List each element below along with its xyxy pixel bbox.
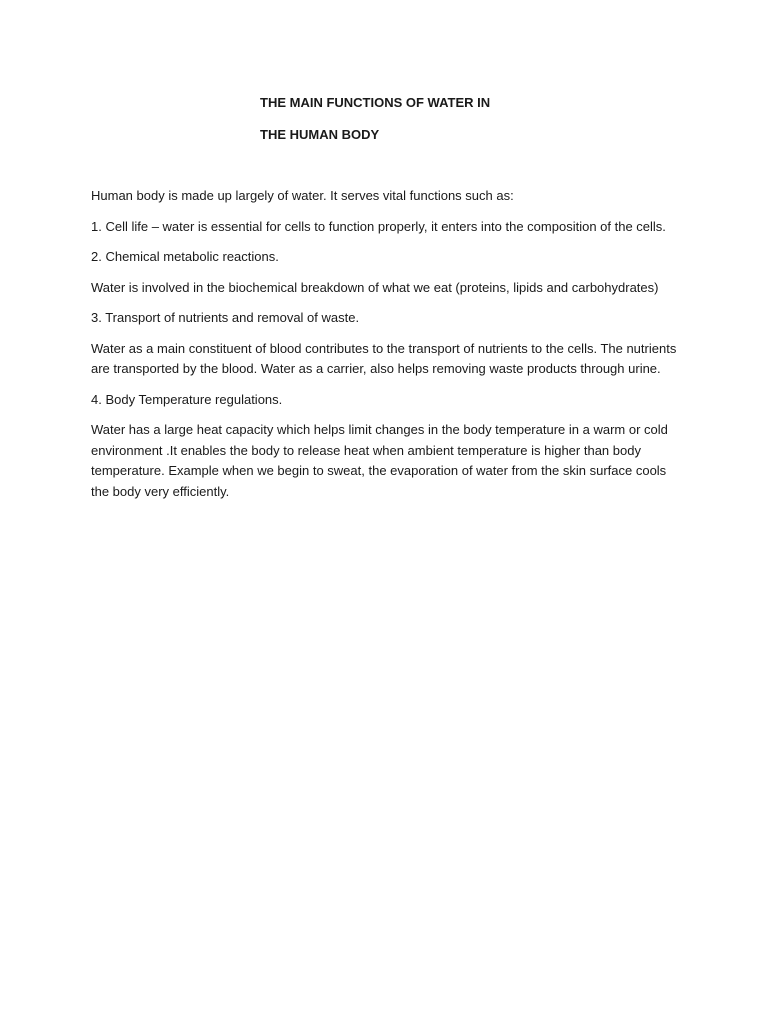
paragraph-chemical-reactions: Water is involved in the biochemical breakdown of what we eat (proteins, lipids and carbohydrates) [91, 279, 659, 295]
heading-temperature: 4. Body Temperature regulations. [91, 391, 283, 407]
document-title-line-1: THE MAIN FUNCTIONS OF WATER IN [260, 95, 491, 110]
paragraph-cell-life: 1. Cell life – water is essential for cells to function properly, it enters into the composition of the cells. [91, 218, 666, 234]
heading-transport: 3. Transport of nutrients and removal of waste. [91, 310, 360, 325]
intro-paragraph: Human body is made up largely of water. It serves vital functions such as: [91, 188, 514, 203]
document-body [91, 186, 687, 512]
paragraph-transport: Water as a main constituent of blood contributes to the transport of nutrients to the cells. The nutrients are transported by the blood. Water as a carrier, also helps removing waste products through urine. [91, 340, 677, 376]
document-title-line-2: THE HUMAN BODY [260, 127, 380, 142]
heading-chemical-reactions: 2. Chemical metabolic reactions. [91, 249, 279, 264]
paragraph-temperature: Water has a large heat capacity which helps limit changes in the body temperature in a warm or cold environment .It enables the body to release heat when ambient temperature is higher than body temperature. Example when we begin to sweat, the evaporation of water from the skin surface cools the body very efficiently. [91, 422, 668, 499]
